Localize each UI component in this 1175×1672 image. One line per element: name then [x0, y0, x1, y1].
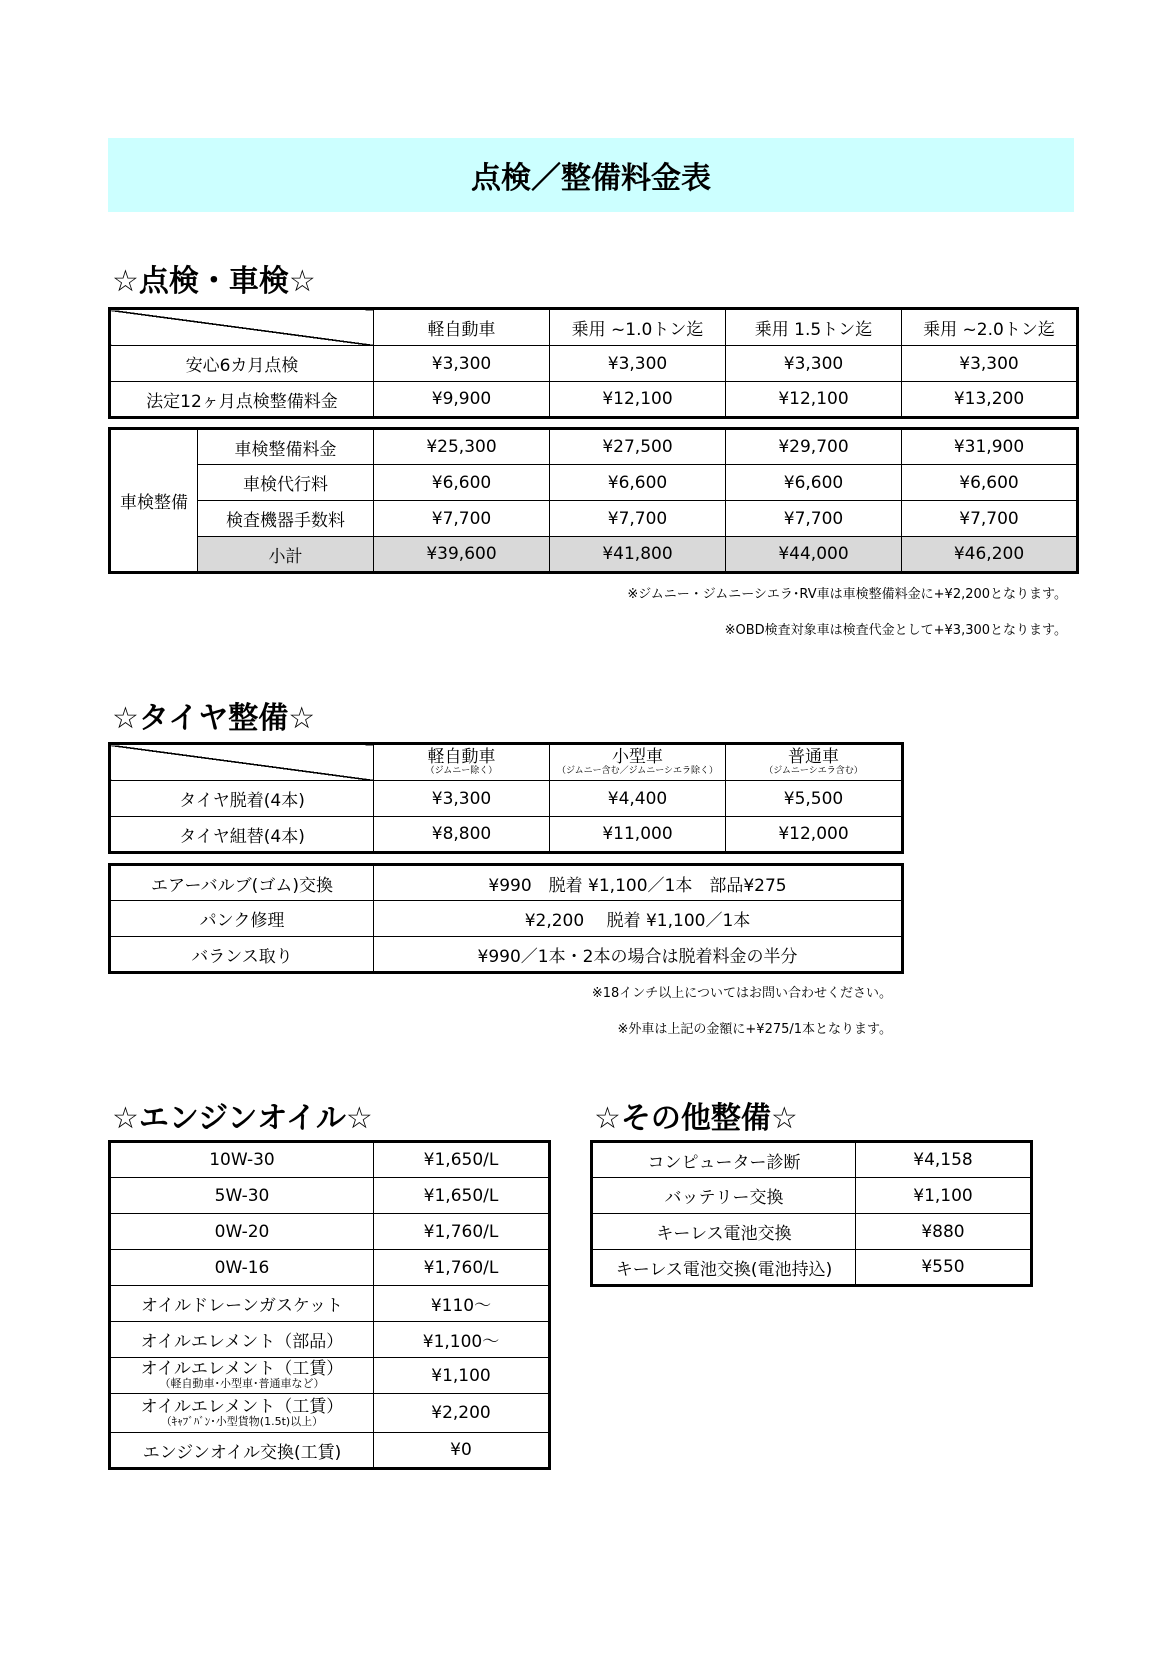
- row-label: タイヤ組替(4本): [110, 817, 374, 853]
- row-label: 0W-16: [110, 1250, 374, 1286]
- inspection-header-row: [110, 309, 1078, 346]
- table-row: [110, 346, 1078, 382]
- price-cell: ¥110～: [374, 1286, 550, 1322]
- row-label-main: オイルエレメント（工賃）: [140, 1396, 344, 1417]
- tire-table: [108, 742, 904, 854]
- tire-note: ※18インチ以上についてはお問い合わせください。: [591, 986, 892, 1001]
- diagonal-corner-cell: [110, 309, 374, 346]
- price-cell: ¥1,650/L: [374, 1178, 550, 1214]
- column-header: [550, 744, 726, 781]
- shaken-table: [108, 427, 1079, 574]
- row-label: コンピューター診断: [592, 1142, 856, 1178]
- page-title: 点検／整備料金表: [108, 138, 1074, 212]
- column-header-sub: （ジムニーシエラ含む）: [764, 766, 863, 776]
- price-cell: ¥3,300: [374, 781, 550, 817]
- table-row: [110, 1433, 550, 1469]
- row-label-sub: （軽自動車･小型車･普通車など）: [159, 1377, 325, 1390]
- table-row: [592, 1178, 1032, 1214]
- row-label: タイヤ脱着(4本): [110, 781, 374, 817]
- price-cell: ¥7,700: [902, 501, 1078, 537]
- table-row: [110, 501, 1078, 537]
- price-cell: ¥3,300: [902, 346, 1078, 382]
- price-cell: ¥1,100: [374, 1358, 550, 1394]
- price-cell: ¥9,900: [374, 382, 550, 418]
- price-cell: ¥12,100: [550, 382, 726, 418]
- column-header-sub: （ジムニー含む／ジムニーシエラ除く）: [556, 766, 719, 776]
- inspection-note: ※ジムニー・ジムニーシエラ･RV車は車検整備料金に+¥2,200となります。: [627, 587, 1067, 602]
- column-header: 乗用 ~1.0トン迄: [550, 309, 726, 346]
- table-row: [110, 865, 903, 901]
- price-cell: ¥0: [374, 1433, 550, 1469]
- price-cell: ¥1,100～: [374, 1322, 550, 1358]
- table-row: [110, 1250, 550, 1286]
- price-cell: ¥3,300: [726, 346, 902, 382]
- oil-heading: ☆エンジンオイル☆: [112, 1101, 373, 1136]
- row-label: バランス取り: [110, 937, 374, 973]
- table-row: [110, 1394, 550, 1433]
- inspection-heading: ☆点検・車検☆: [112, 264, 316, 299]
- price-cell: ¥7,700: [726, 501, 902, 537]
- row-label: オイルドレーンガスケット: [110, 1286, 374, 1322]
- subtotal-row: [110, 537, 1078, 573]
- tire-heading: ☆タイヤ整備☆: [112, 701, 316, 736]
- column-header: [374, 744, 550, 781]
- shaken-group-label: 車検整備: [110, 429, 198, 573]
- price-cell: ¥4,158: [856, 1142, 1032, 1178]
- price-cell: ¥1,760/L: [374, 1250, 550, 1286]
- row-label: 0W-20: [110, 1214, 374, 1250]
- row-label: パンク修理: [110, 901, 374, 937]
- price-cell: ¥12,100: [726, 382, 902, 418]
- row-label: 法定12ヶ月点検整備料金: [110, 382, 374, 418]
- price-cell: ¥2,200 脱着 ¥1,100／1本: [374, 901, 903, 937]
- subtotal-cell: ¥46,200: [902, 537, 1078, 573]
- table-row: [110, 1358, 550, 1394]
- table-row: [110, 937, 903, 973]
- row-label: 10W-30: [110, 1142, 374, 1178]
- row-label: [110, 1358, 374, 1394]
- price-cell: ¥8,800: [374, 817, 550, 853]
- subtotal-cell: ¥44,000: [726, 537, 902, 573]
- table-row: [110, 1214, 550, 1250]
- price-cell: ¥880: [856, 1214, 1032, 1250]
- table-row: [592, 1214, 1032, 1250]
- row-label: 安心6カ月点検: [110, 346, 374, 382]
- price-cell: ¥25,300: [374, 429, 550, 465]
- price-cell: ¥4,400: [550, 781, 726, 817]
- tire-header-row: [110, 744, 903, 781]
- table-row: [110, 429, 1078, 465]
- column-header: 軽自動車: [374, 309, 550, 346]
- column-header-label: 軽自動車: [427, 747, 496, 767]
- price-cell: ¥7,700: [374, 501, 550, 537]
- price-cell: ¥5,500: [726, 781, 903, 817]
- table-row: [110, 1178, 550, 1214]
- row-label: 検査機器手数料: [198, 501, 374, 537]
- price-cell: ¥6,600: [550, 465, 726, 501]
- price-cell: ¥29,700: [726, 429, 902, 465]
- row-label: 5W-30: [110, 1178, 374, 1214]
- price-cell: ¥11,000: [550, 817, 726, 853]
- table-row: [110, 1286, 550, 1322]
- tire-note: ※外車は上記の金額に+¥275/1本となります。: [617, 1022, 892, 1037]
- subtotal-label: 小計: [198, 537, 374, 573]
- other-table: [590, 1140, 1033, 1287]
- diagonal-corner-cell: [110, 744, 374, 781]
- price-cell: ¥990 脱着 ¥1,100／1本 部品¥275: [374, 865, 903, 901]
- table-row: [110, 781, 903, 817]
- inspection-note: ※OBD検査対象車は検査代金として+¥3,300となります。: [724, 623, 1067, 638]
- column-header-label: 小型車: [612, 747, 663, 767]
- row-label-sub: （ｷｬﾌﾞﾊﾞﾝ･小型貨物(1.5t)以上）: [160, 1414, 324, 1428]
- column-header-label: 普通車: [788, 747, 839, 767]
- price-cell: ¥6,600: [726, 465, 902, 501]
- price-cell: ¥3,300: [374, 346, 550, 382]
- subtotal-cell: ¥39,600: [374, 537, 550, 573]
- row-label: オイルエレメント（部品）: [110, 1322, 374, 1358]
- price-cell: ¥13,200: [902, 382, 1078, 418]
- price-cell: ¥27,500: [550, 429, 726, 465]
- price-cell: ¥6,600: [374, 465, 550, 501]
- price-cell: ¥12,000: [726, 817, 903, 853]
- row-label: [110, 1394, 374, 1433]
- table-row: [110, 465, 1078, 501]
- row-label: 車検整備料金: [198, 429, 374, 465]
- table-row: [110, 901, 903, 937]
- price-cell: ¥990／1本・2本の場合は脱着料金の半分: [374, 937, 903, 973]
- row-label: エアーバルブ(ゴム)交換: [110, 865, 374, 901]
- price-cell: ¥1,650/L: [374, 1142, 550, 1178]
- column-header: [726, 744, 903, 781]
- row-label: キーレス電池交換: [592, 1214, 856, 1250]
- price-cell: ¥1,760/L: [374, 1214, 550, 1250]
- column-header: 乗用 ~2.0トン迄: [902, 309, 1078, 346]
- price-cell: ¥6,600: [902, 465, 1078, 501]
- table-row: [110, 1322, 550, 1358]
- table-row: [592, 1142, 1032, 1178]
- price-cell: ¥3,300: [550, 346, 726, 382]
- price-cell: ¥31,900: [902, 429, 1078, 465]
- row-label: 車検代行料: [198, 465, 374, 501]
- row-label-main: オイルエレメント（工賃）: [140, 1359, 344, 1379]
- subtotal-cell: ¥41,800: [550, 537, 726, 573]
- oil-table: [108, 1140, 551, 1470]
- row-label: エンジンオイル交換(工賃): [110, 1433, 374, 1469]
- row-label: バッテリー交換: [592, 1178, 856, 1214]
- table-row: [110, 382, 1078, 418]
- tire-extra-table: [108, 863, 904, 974]
- inspection-table: [108, 307, 1079, 419]
- column-header: 乗用 1.5トン迄: [726, 309, 902, 346]
- price-cell: ¥550: [856, 1250, 1032, 1286]
- price-cell: ¥7,700: [550, 501, 726, 537]
- price-cell: ¥1,100: [856, 1178, 1032, 1214]
- column-header-sub: （ジムニー除く）: [425, 766, 498, 776]
- price-cell: ¥2,200: [374, 1394, 550, 1433]
- table-row: [592, 1250, 1032, 1286]
- table-row: [110, 1142, 550, 1178]
- other-heading: ☆その他整備☆: [594, 1101, 798, 1136]
- table-row: [110, 817, 903, 853]
- row-label: キーレス電池交換(電池持込): [592, 1250, 856, 1286]
